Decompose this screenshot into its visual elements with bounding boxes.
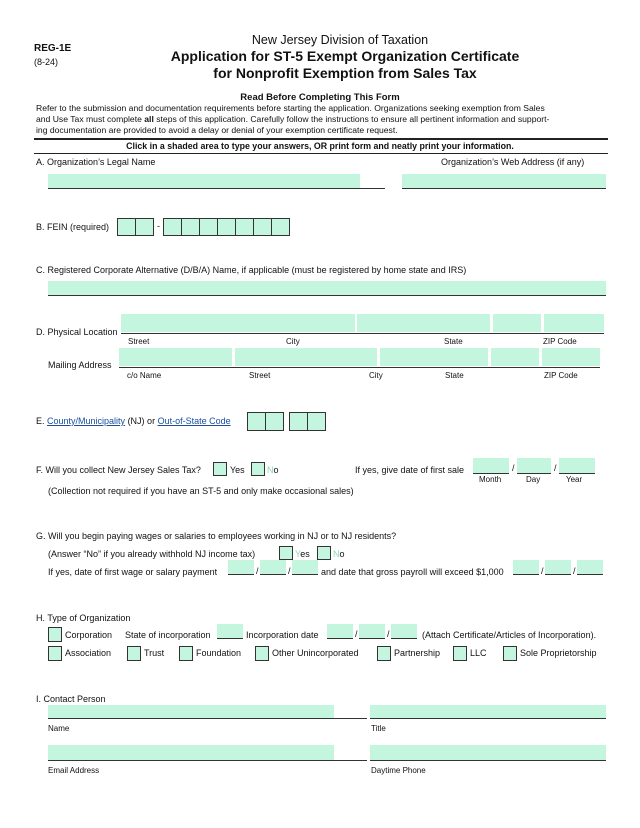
payroll-month-line bbox=[513, 560, 539, 575]
attach-articles-note: (Attach Certificate/Articles of Incorporation). bbox=[422, 630, 597, 640]
llc-label: LLC bbox=[470, 648, 487, 658]
foundation-checkbox[interactable] bbox=[179, 646, 193, 661]
sales-tax-yes-label: Yes bbox=[230, 465, 245, 475]
web-address-underline bbox=[402, 174, 606, 189]
llc-checkbox[interactable] bbox=[453, 646, 467, 661]
date-slash: / bbox=[512, 463, 515, 473]
contact-name-underline bbox=[48, 705, 367, 719]
section-a-label: A. Organization’s Legal Name bbox=[36, 157, 156, 167]
fein-digit-4[interactable] bbox=[181, 218, 200, 236]
section-f-question: F. Will you collect New Jersey Sales Tax? bbox=[36, 465, 201, 475]
corporation-label: Corporation bbox=[65, 630, 113, 640]
intro-line2: and Use Tax must complete all steps of this application. Carefully follow the instructions to ensure all pertinent information and support- bbox=[36, 114, 550, 124]
form-code: REG-1E bbox=[34, 43, 72, 54]
email-caption: Email Address bbox=[48, 766, 100, 775]
intro-line1: Refer to the submission and documentation requirements before starting the application. Organizations seeking exemption from Sales bbox=[36, 103, 545, 113]
fein-digit-7[interactable] bbox=[235, 218, 254, 236]
sales-tax-yes-checkbox[interactable] bbox=[213, 462, 227, 476]
sales-tax-no-checkbox[interactable] bbox=[251, 462, 265, 476]
wages-no-checkbox[interactable] bbox=[317, 546, 331, 560]
wages-yes-checkbox[interactable] bbox=[279, 546, 293, 560]
instruction-text: Click in a shaded area to type your answers, OR print form and neatly print your information. bbox=[126, 141, 514, 151]
section-c-label: C. Registered Corporate Alternative (D/B/A) Name, if applicable (must be registered by home state and IRS) bbox=[36, 265, 467, 275]
first-wage-month-line bbox=[228, 560, 254, 575]
legal-name-underline bbox=[48, 174, 385, 189]
inc-date-day-line bbox=[359, 624, 385, 639]
other-unincorporated-label: Other Unincorporated bbox=[272, 648, 359, 658]
fein-digit-5[interactable] bbox=[199, 218, 218, 236]
section-b-label: B. FEIN (required) bbox=[36, 222, 110, 232]
agency-name: New Jersey Division of Taxation bbox=[251, 33, 429, 47]
state-caption: State bbox=[444, 337, 463, 346]
date-slash: / bbox=[256, 566, 259, 576]
form-title-line2: for Nonprofit Exemption from Sales Tax bbox=[213, 65, 477, 81]
mailing-city-caption: City bbox=[369, 371, 383, 380]
fein-digit-2[interactable] bbox=[135, 218, 154, 236]
zip-caption: ZIP Code bbox=[543, 337, 577, 346]
sales-tax-note: (Collection not required if you have an ST-5 and only make occasional sales) bbox=[48, 486, 354, 496]
divider-instruction bbox=[34, 153, 608, 154]
date-slash: / bbox=[355, 629, 358, 639]
divider-top bbox=[34, 138, 608, 140]
payroll-threshold-label: and date that gross payroll will exceed $1,000 bbox=[321, 567, 504, 577]
fein-digit-3[interactable] bbox=[163, 218, 182, 236]
date-slash: / bbox=[387, 629, 390, 639]
out-of-state-code-link[interactable]: Out-of-State Code bbox=[157, 416, 231, 426]
inc-date-month-line bbox=[327, 624, 353, 639]
form-revision: (8-24) bbox=[34, 57, 59, 67]
sole-proprietorship-label: Sole Proprietorship bbox=[520, 648, 597, 658]
physical-underline bbox=[121, 314, 604, 334]
date-slash: / bbox=[573, 566, 576, 576]
mailing-street-caption: Street bbox=[249, 371, 271, 380]
form-title-line1: Application for ST-5 Exempt Organization Certificate bbox=[170, 48, 520, 64]
county-code-digit-2[interactable] bbox=[265, 412, 284, 431]
section-i-label: I. Contact Person bbox=[36, 694, 106, 704]
payroll-year-line bbox=[577, 560, 603, 575]
daytime-phone-underline bbox=[370, 745, 606, 761]
first-wage-day-line bbox=[260, 560, 286, 575]
municipality-code-digit-2[interactable] bbox=[307, 412, 326, 431]
street-caption: Street bbox=[128, 337, 150, 346]
fein-digit-1[interactable] bbox=[117, 218, 136, 236]
date-slash: / bbox=[541, 566, 544, 576]
section-d-label: D. Physical Location bbox=[36, 327, 118, 337]
association-label: Association bbox=[65, 648, 112, 658]
name-caption: Name bbox=[48, 724, 70, 733]
wages-yes-label: Yes bbox=[295, 549, 310, 559]
fein-digit-9[interactable] bbox=[271, 218, 290, 236]
year-caption: Year bbox=[566, 475, 583, 484]
sole-proprietorship-checkbox[interactable] bbox=[503, 646, 517, 661]
date-slash: / bbox=[554, 463, 557, 473]
section-h-label: H. Type of Organization bbox=[36, 613, 131, 623]
sales-tax-no-label: No bbox=[267, 465, 279, 475]
corporation-checkbox[interactable] bbox=[48, 627, 62, 642]
fein-digit-6[interactable] bbox=[217, 218, 236, 236]
web-address-label: Organization’s Web Address (if any) bbox=[441, 157, 585, 167]
intro-heading: Read Before Completing This Form bbox=[240, 92, 400, 103]
state-of-incorporation-label: State of incorporation bbox=[125, 630, 211, 640]
trust-checkbox[interactable] bbox=[127, 646, 141, 661]
first-sale-month-line bbox=[473, 458, 509, 474]
email-address-underline bbox=[48, 745, 367, 761]
first-wage-label: If yes, date of first wage or salary payment bbox=[48, 567, 218, 577]
day-caption: Day bbox=[526, 475, 541, 484]
title-caption: Title bbox=[371, 724, 386, 733]
inc-date-year-line bbox=[391, 624, 417, 639]
wages-no-label: No bbox=[333, 549, 345, 559]
date-slash: / bbox=[288, 566, 291, 576]
city-caption: City bbox=[286, 337, 300, 346]
month-caption: Month bbox=[479, 475, 502, 484]
state-of-incorporation-line bbox=[217, 624, 243, 639]
fein-dash: - bbox=[157, 221, 160, 231]
county-code-digit-1[interactable] bbox=[247, 412, 266, 431]
first-wage-year-line bbox=[292, 560, 318, 575]
partnership-checkbox[interactable] bbox=[377, 646, 391, 661]
other-unincorporated-checkbox[interactable] bbox=[255, 646, 269, 661]
first-sale-day-line bbox=[517, 458, 551, 474]
wages-answer-note: (Answer “No” if you already withhold NJ income tax) bbox=[48, 549, 256, 559]
section-e-label: E. County/Municipality (NJ) or Out-of-State Code bbox=[36, 416, 231, 426]
partnership-label: Partnership bbox=[394, 648, 441, 658]
incorporation-date-label: Incorporation date bbox=[246, 630, 319, 640]
foundation-label: Foundation bbox=[196, 648, 242, 658]
county-municipality-link[interactable]: County/Municipality bbox=[47, 416, 126, 426]
contact-title-underline bbox=[370, 705, 606, 719]
co-name-caption: c/o Name bbox=[127, 371, 162, 380]
association-checkbox[interactable] bbox=[48, 646, 62, 661]
mailing-underline bbox=[119, 348, 600, 368]
first-sale-year-line bbox=[559, 458, 595, 474]
section-g-question: G. Will you begin paying wages or salaries to employees working in NJ or to NJ residents? bbox=[36, 531, 397, 541]
mailing-zip-caption: ZIP Code bbox=[544, 371, 578, 380]
intro-line3: ing documentation are provided to avoid a delay or denial of your exemption certificate request. bbox=[36, 125, 398, 135]
payroll-day-line bbox=[545, 560, 571, 575]
dba-name-underline bbox=[48, 281, 606, 296]
first-sale-label: If yes, give date of first sale bbox=[355, 465, 465, 475]
mailing-state-caption: State bbox=[445, 371, 464, 380]
phone-caption: Daytime Phone bbox=[371, 766, 426, 775]
fein-digit-8[interactable] bbox=[253, 218, 272, 236]
trust-label: Trust bbox=[144, 648, 165, 658]
mailing-address-label: Mailing Address bbox=[48, 360, 112, 370]
municipality-code-digit-1[interactable] bbox=[289, 412, 308, 431]
